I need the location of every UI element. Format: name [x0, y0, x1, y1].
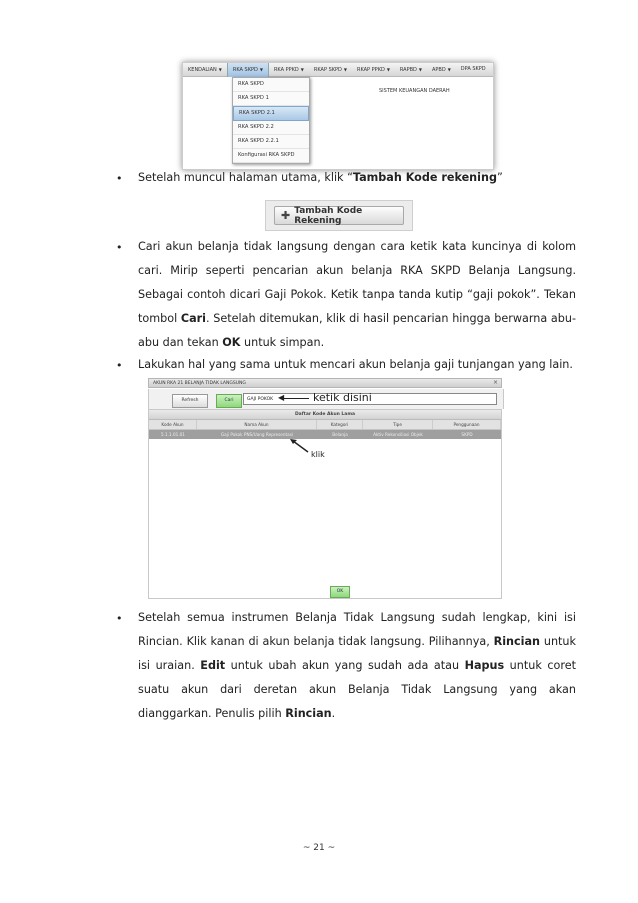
search-input[interactable]: GAJI POKOK	[243, 393, 497, 405]
bullet-icon: •	[116, 612, 123, 625]
button-screenshot	[265, 200, 413, 231]
close-icon[interactable]: ×	[492, 379, 498, 386]
menu-item-dpa-skpd[interactable]: DPA SKPD	[460, 66, 486, 72]
bullet-icon: •	[116, 241, 123, 254]
akun-table	[148, 409, 502, 599]
refresh-button[interactable]: Refresh	[172, 394, 208, 408]
column-header[interactable]: Nama Akun	[197, 420, 317, 429]
menu-item-kendalian[interactable]: KENDALIAN ▼	[188, 66, 222, 73]
paragraph-3: Lakukan hal yang sama untuk mencari akun belanja gaji tunjangan yang lain.	[138, 358, 573, 371]
bullet-icon: •	[116, 172, 123, 185]
page-number: ~ 21 ~	[302, 843, 336, 853]
table-header	[149, 420, 501, 430]
annotation-klik: klik	[311, 450, 325, 459]
table-cell: 5.1.1.01.01	[161, 432, 185, 437]
dropdown-item[interactable]: RKA SKPD 2.2.1	[233, 135, 309, 149]
menu-bar	[183, 63, 493, 77]
dialog-toolbar	[148, 389, 504, 409]
bullet-icon: •	[116, 359, 123, 372]
paragraph-1: Setelah muncul halaman utama, klik “Tambah Kode rekening”	[138, 171, 503, 184]
table-cell: SKPD	[461, 432, 473, 437]
system-name: SISTEM KEUANGAN DAERAH	[379, 88, 450, 94]
table-caption: Daftar Kode Akun Lama	[149, 410, 501, 420]
column-header[interactable]: Penggunaan	[433, 420, 501, 429]
menu-item-apbd[interactable]: APBD ▼	[431, 66, 451, 73]
menu-item-rka-ppkd[interactable]: RKA PPKD ▼	[273, 66, 304, 73]
dropdown-item[interactable]: RKA SKPD	[233, 78, 309, 92]
column-header[interactable]: Kategori	[317, 420, 363, 429]
table-row-selected[interactable]	[149, 430, 501, 439]
menu-item-rkap-ppkd[interactable]: RKAP PPKD ▼	[356, 66, 390, 73]
table-cell: Aktiv Rekonsiliasi Objek	[373, 432, 423, 437]
dropdown-item-selected[interactable]: RKA SKPD 2.1	[233, 106, 309, 121]
paragraph-2: Cari akun belanja tidak langsung dengan cara ketik kata kuncinya di kolom cari. Mirip seperti pencarian akun belanja RKA SKPD Belanja Langsung. Sebagai contoh dicari Gaji Pokok. Ketik tanpa tanda kutip “gaji pokok”. Tekan tombol Cari. Setelah ditemukan, klik di hasil pencarian hingga berwarna abu- abu dan tekan OK untuk simpan.	[138, 240, 576, 349]
column-header[interactable]: Kode Akun	[149, 420, 197, 429]
menu-screenshot	[182, 62, 494, 170]
table-cell: Gaji Pokok PNS/Uang Representasi	[220, 432, 294, 437]
dropdown-item[interactable]: Konfigurasi RKA SKPD	[233, 149, 309, 163]
tambah-kode-rekening-button[interactable]: ✚ Tambah Kode Rekening	[274, 206, 404, 225]
ok-button[interactable]: OK	[330, 586, 350, 598]
annotation-arrow-icon	[288, 437, 312, 455]
menu-item-rapbd[interactable]: RAPBD ▼	[399, 66, 422, 73]
annotation-arrow-line	[283, 398, 309, 399]
rka-skpd-dropdown	[232, 77, 310, 164]
dropdown-item[interactable]: RKA SKPD 1	[233, 92, 309, 106]
paragraph-4: Setelah semua instrumen Belanja Tidak Langsung sudah lengkap, kini isi Rincian. Klik kanan di akun belanja tidak langsung. Pilihannya, Rincian untuk isi uraian. Edit untuk ubah akun yang sudah ada atau Hapus untuk coret suatu akun dari deretan akun Belanja Tidak Langsung yang akan dianggarkan. Penulis pilih Rincian.	[138, 611, 576, 720]
column-header[interactable]: Tipe	[363, 420, 433, 429]
cari-button[interactable]: Cari	[216, 394, 242, 408]
arrow-left-icon: ◀	[278, 393, 285, 402]
dropdown-item[interactable]: RKA SKPD 2.2	[233, 121, 309, 135]
menu-item-rkap-skpd[interactable]: RKAP SKPD ▼	[313, 66, 347, 73]
annotation-ketik-disini: ketik disini	[313, 391, 372, 404]
plus-icon: ✚	[281, 209, 291, 222]
menu-item-rka-skpd[interactable]: RKA SKPD ▼	[227, 63, 269, 77]
dialog-screenshot	[148, 378, 502, 600]
table-cell: Belanja	[332, 432, 348, 437]
dialog-title: AKUN RKA 21 BELANJA TIDAK LANGSUNG	[148, 378, 502, 388]
